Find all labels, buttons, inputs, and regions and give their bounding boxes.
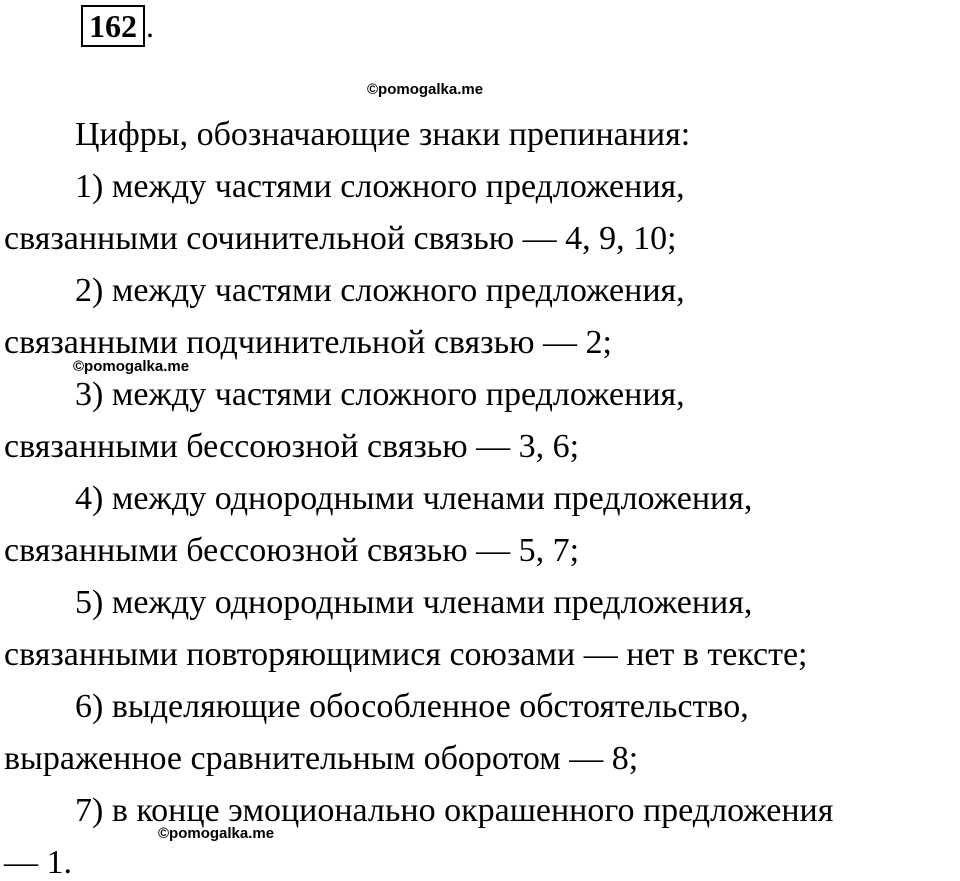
task-number: [81, 5, 154, 47]
list-item-2-line-2: связанными подчинительной связью — 2;: [4, 324, 612, 361]
task-number-box: 162: [81, 5, 145, 47]
list-item-7-line-1: 7) в конце эмоционально окрашенного предложения: [75, 792, 834, 829]
list-item-1-line-1: 1) между частями сложного предложения,: [75, 168, 685, 205]
list-item-6-line-1: 6) выделяющие обособленное обстоятельство,: [75, 688, 749, 725]
list-item-5-line-2: связанными повторяющимися союзами — нет в тексте;: [4, 636, 808, 673]
list-item-5-line-1: 5) между однородными членами предложения,: [75, 584, 753, 621]
list-item-2-line-1: 2) между частями сложного предложения,: [75, 272, 685, 309]
task-number-dot: .: [146, 8, 154, 44]
list-item-4-line-1: 4) между однородными членами предложения,: [75, 480, 753, 517]
list-item-3-line-2: связанными бессоюзной связью — 3, 6;: [4, 428, 580, 465]
list-item-4-line-2: связанными бессоюзной связью — 5, 7;: [4, 532, 580, 569]
watermark: ©pomogalka.me: [73, 358, 190, 375]
list-item-1-line-2: связанными сочинительной связью — 4, 9, 10;: [4, 220, 677, 257]
list-item-7-line-2: — 1.: [4, 844, 72, 881]
list-item-3-line-1: 3) между частями сложного предложения,: [75, 376, 685, 413]
watermark: ©pomogalka.me: [158, 825, 275, 842]
intro-text: Цифры, обозначающие знаки препинания:: [75, 116, 691, 153]
watermark: ©pomogalka.me: [367, 81, 484, 98]
list-item-6-line-2: выраженное сравнительным оборотом — 8;: [4, 740, 639, 777]
